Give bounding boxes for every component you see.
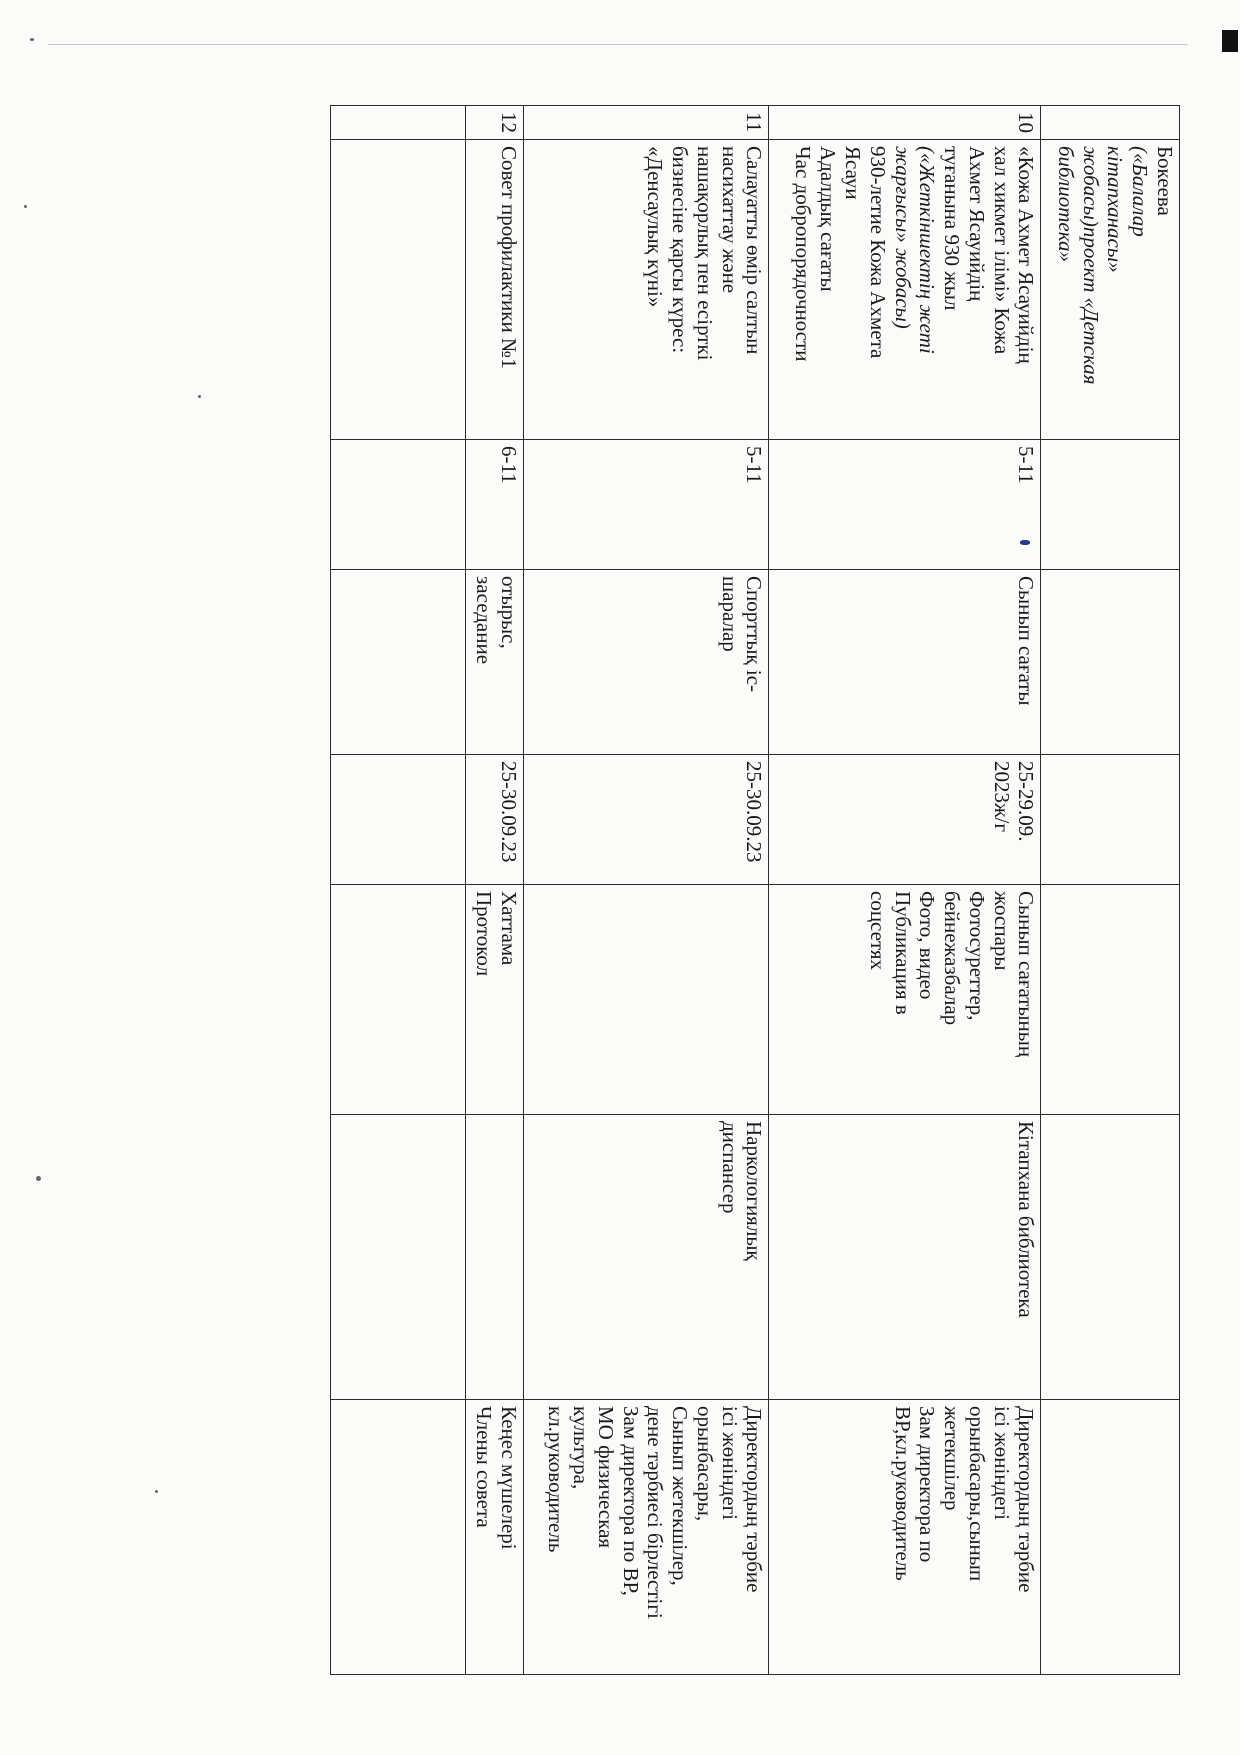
responsible-line: Директордың тәрбие [1014, 1406, 1039, 1593]
empty-cell [331, 755, 466, 885]
event-name-line: жарғысы» жобасы) [890, 146, 915, 329]
responsible-line: Сынып жетекшілер, [668, 1406, 693, 1586]
result-cell [465, 885, 524, 1115]
date-line: 25-29.09. [1014, 761, 1039, 842]
class-cell: 5-11 [769, 440, 1041, 570]
responsible-cell [524, 1400, 769, 1675]
event-name-cell: Совет профилактики №1 [465, 140, 524, 440]
table-row [524, 106, 769, 1675]
event-name-line: жобасы)проект «Детская [1078, 146, 1103, 385]
empty-cell [331, 570, 466, 755]
empty-cell [331, 440, 466, 570]
partner-cell [465, 1115, 524, 1400]
responsible-line: Зам директора по ВР, [618, 1406, 643, 1596]
result-line: Публикация в [890, 891, 915, 1015]
scan-speck [155, 1490, 158, 1493]
responsible-line: Зам директора по [915, 1406, 940, 1563]
result-cell [769, 885, 1041, 1115]
result-line: Фотосуреттер, [964, 891, 989, 1021]
responsible-line: культура, [569, 1406, 594, 1490]
event-name-line: кітапханасы» [1103, 146, 1128, 273]
rotated-table-wrapper [330, 105, 1180, 1675]
event-name-line: Час добропорядочности [791, 146, 816, 362]
event-name-line: туғанына 930 жыл [940, 146, 965, 311]
date-cell: 25-30.09.23 [524, 755, 769, 885]
responsible-line: кл.руководитель [544, 1406, 569, 1553]
responsible-cell [1041, 1400, 1180, 1675]
scan-speck [24, 205, 27, 208]
row-number: 11 [524, 106, 769, 140]
ink-mark [1020, 540, 1030, 545]
event-name-line: Бокеева [1153, 146, 1177, 216]
responsible-line: жетекшілер [940, 1406, 965, 1511]
event-name-line: «Кожа Ахмет Ясауийдің [1014, 146, 1039, 364]
result-line: Сынып сағатының [1014, 891, 1039, 1058]
scan-speck [30, 38, 34, 41]
event-name-line: библиотека» [1053, 146, 1078, 263]
empty-cell [331, 106, 466, 140]
event-name-line: Салауатты өмір салтын [742, 146, 767, 355]
date-cell: 25-30.09.23 [465, 755, 524, 885]
partner-line: Наркологиялық [742, 1121, 767, 1261]
event-name-line: («Жеткіншектің жеті [915, 146, 940, 354]
responsible-line: Члены совета [472, 1406, 497, 1528]
class-cell: 5-11 [524, 440, 769, 570]
event-name-line: («Балалар [1128, 146, 1153, 237]
event-name-cell [769, 140, 1041, 440]
partner-cell [1041, 1115, 1180, 1400]
result-cell [524, 885, 769, 1115]
result-line: жоспары [989, 891, 1014, 971]
date-cell [769, 755, 1041, 885]
event-name-line: хал хикмет ілімі» Кожа [989, 146, 1014, 355]
date-line: 2023ж/г [989, 761, 1014, 832]
result-line: бейнежазбалар [940, 891, 965, 1026]
table-row [465, 106, 524, 1675]
form-line: шаралар [717, 576, 742, 652]
result-line: Хаттама [497, 891, 522, 966]
class-cell: 6-11 [465, 440, 524, 570]
responsible-line: ісі жөніндегі [989, 1406, 1014, 1521]
event-name-line: Адалдық сағаты [816, 146, 841, 292]
form-cell [465, 570, 524, 755]
scan-corner-mark [1222, 30, 1238, 52]
scan-speck [36, 1176, 41, 1181]
form-line: заседание [472, 576, 497, 665]
event-name-line: «Денсаулық күні» [643, 146, 668, 308]
responsible-line: ВР,кл.руководитель [890, 1406, 915, 1581]
event-name-line: нашақорлық пен есірткі [692, 146, 717, 361]
table-row [769, 106, 1041, 1675]
table-row-empty [331, 106, 466, 1675]
result-line: соцсетях [865, 891, 890, 971]
responsible-line: Директордың тәрбие [742, 1406, 767, 1593]
scan-speck [198, 395, 201, 398]
responsible-cell [769, 1400, 1041, 1675]
scan-edge-line [48, 44, 1188, 45]
event-name-line: 930-летие Кожа Ахмета [865, 146, 890, 359]
event-name-line: Ахмет Ясауийдің [964, 146, 989, 302]
event-name-cell [524, 140, 769, 440]
empty-cell [331, 1400, 466, 1675]
responsible-line: орынбасары,сынып [964, 1406, 989, 1582]
event-plan-table [330, 105, 1180, 1675]
responsible-line: орынбасары, [692, 1406, 717, 1522]
responsible-line: ісі жөніндегі [717, 1406, 742, 1521]
empty-cell [331, 140, 466, 440]
result-cell [1041, 885, 1180, 1115]
form-cell [524, 570, 769, 755]
row-number: 10 [769, 106, 1041, 140]
form-line: отырыс, [497, 576, 522, 649]
event-name-line: насихаттау және [717, 146, 742, 294]
date-cell [1041, 755, 1180, 885]
result-line: Фото, видео [915, 891, 940, 1000]
form-line: Спорттық іс- [742, 576, 767, 693]
partner-cell: Кітапхана библиотека [769, 1115, 1041, 1400]
table-row [1041, 106, 1180, 1675]
event-name-cell [1041, 140, 1180, 440]
form-cell [1041, 570, 1180, 755]
responsible-line: дене тәрбиесі бірлестігі [643, 1406, 668, 1619]
row-number: 12 [465, 106, 524, 140]
partner-cell [524, 1115, 769, 1400]
empty-cell [331, 885, 466, 1115]
responsible-cell [465, 1400, 524, 1675]
class-cell [1041, 440, 1180, 570]
partner-line: диспансер [717, 1121, 742, 1214]
result-line: Протокол [472, 891, 497, 977]
responsible-line: МО физическая [593, 1406, 618, 1549]
row-number [1041, 106, 1180, 140]
responsible-line: Кеңес мүшелері [497, 1406, 522, 1550]
empty-cell [331, 1115, 466, 1400]
form-cell: Сынып сағаты [769, 570, 1041, 755]
event-name-line: Ясауи [841, 146, 865, 200]
event-name-line: бизнесіне қарсы күрес: [668, 146, 693, 354]
